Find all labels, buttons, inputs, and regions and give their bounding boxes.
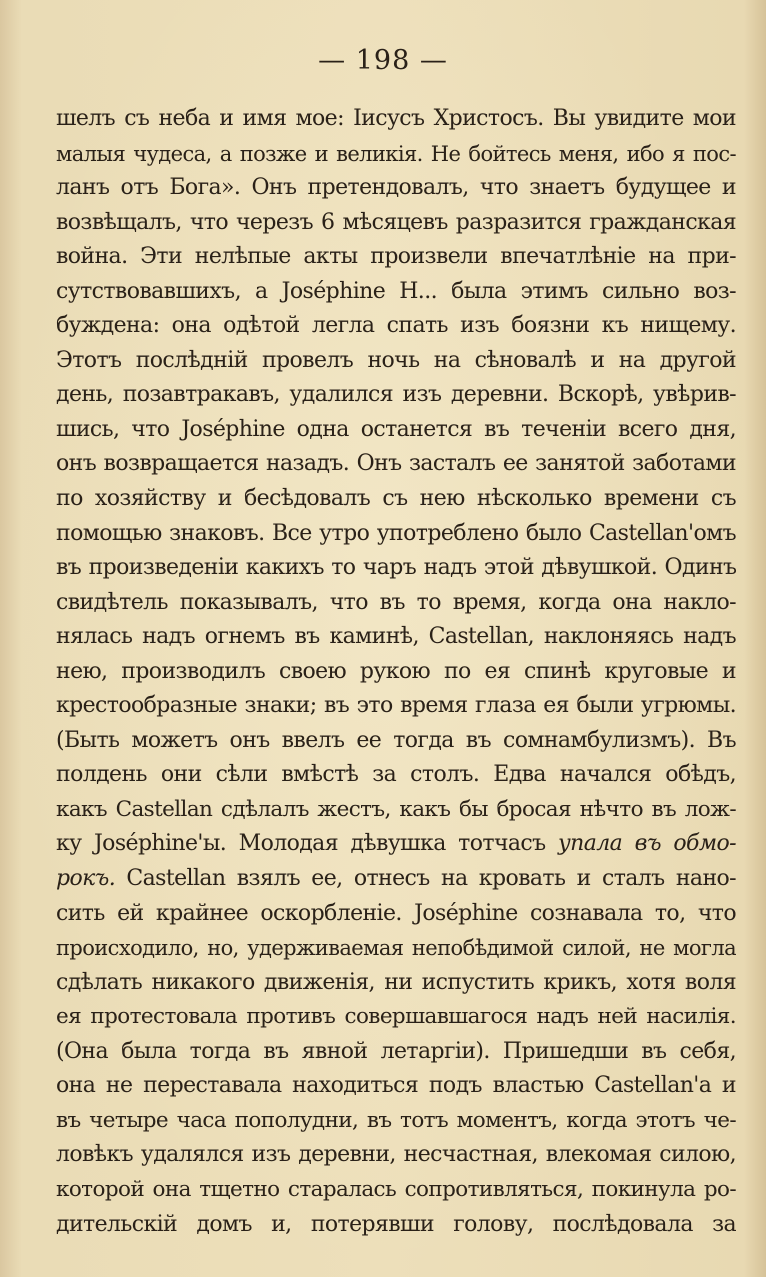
text-line-10: шись, что Joséphine одна останется въ теченiи всего дня, <box>56 416 736 442</box>
text-line-25: происходило, но, удерживаемая непобѣдимой силой, не могла <box>56 936 736 961</box>
text-line-13: помощью знаковъ. Все утро употреблено было Castellan'омъ <box>56 520 736 546</box>
text-line-3: ланъ отъ Бога». Онъ претендовалъ, что знаетъ будущее и <box>56 175 736 201</box>
text-line-4: возвѣщалъ, что черезъ 6 мѣсяцевъ разразится гражданская <box>56 209 736 235</box>
text-line-15: свидѣтель показывалъ, что въ то время, когда она накло- <box>56 589 736 615</box>
italic-phrase-continued: рокъ. <box>56 866 116 892</box>
text-line-22-roman: ку Joséphine'ы. Молодая дѣвушка тотчасъ <box>56 831 559 857</box>
text-line-17: нею, производилъ своею рукою по ея спинѣ круговые и <box>56 658 736 684</box>
text-line-16: нялась надъ огнемъ въ каминѣ, Castellan, наклоняясь надъ <box>56 624 736 650</box>
page-number: — 198 — <box>318 45 448 76</box>
text-line-30: въ четыре часа пополудни, въ тотъ моментъ, когда этотъ че- <box>56 1107 736 1133</box>
text-line-23-roman: Castellan взялъ ее, отнесъ на кровать и сталъ нано- <box>115 866 736 892</box>
text-line-11: онъ возвращается назадъ. Онъ засталъ ее занятой заботами <box>56 451 736 477</box>
text-line-21: какъ Castellan сдѣлалъ жестъ, какъ бы бросая нѣчто въ лож- <box>56 796 736 822</box>
text-line-28: (Она была тогда въ явной летаргiи). Пришедши въ себя, <box>56 1038 736 1064</box>
text-line-31: ловѣкъ удалялся изъ деревни, несчастная, влекомая силою, <box>56 1142 736 1168</box>
text-line-2: малыя чудеса, а позже и великiя. Не бойтесь меня, ибо я пос- <box>56 141 736 166</box>
text-line-26: сдѣлать никакого движенiя, ни испустить крикъ, хотя воля <box>56 969 736 995</box>
text-line-20: полдень они сѣли вмѣстѣ за столъ. Едва начался обѣдъ, <box>56 762 736 788</box>
text-line-32: которой она тщетно старалась сопротивляться, покинула ро- <box>56 1176 736 1202</box>
text-line-5: война. Эти нелѣпые акты произвели впечатлѣнiе на при- <box>56 244 736 270</box>
text-line-33: дительскiй домъ и, потерявши голову, послѣдовала за <box>56 1211 736 1237</box>
text-line-19: (Быть можетъ онъ ввелъ ее тогда въ сомнамбулизмъ). Въ <box>56 727 736 753</box>
text-line-29: она не переставала находиться подъ властью Castellan'a и <box>56 1073 736 1099</box>
italic-phrase: упала въ обмо- <box>558 831 736 857</box>
text-line-23 <box>56 862 736 897</box>
text-line-7: буждена: она одѣтой легла спать изъ боязни къ нищему. <box>56 313 736 339</box>
body-text <box>56 102 736 1242</box>
text-line-6: сутствовавшихъ, а Joséphine H... была этимъ сильно воз- <box>56 278 736 304</box>
text-line-8: Этотъ послѣднiй провелъ ночь на сѣновалѣ и на другой <box>56 347 736 373</box>
text-line-12: по хозяйству и бесѣдовалъ съ нею нѣсколько времени съ <box>56 486 736 512</box>
text-line-14: въ произведенiи какихъ то чаръ надъ этой дѣвушкой. Одинъ <box>56 555 736 581</box>
text-line-27: ея протестовала противъ совершавшагося надъ ней насилiя. <box>56 1004 736 1030</box>
text-line-24: сить ей крайнее оскорбленiе. Joséphine сознавала то, что <box>56 900 736 926</box>
text-line-22 <box>56 827 736 862</box>
text-line-1: шелъ съ неба и имя мое: Iисусъ Христосъ. Вы увидите мои <box>56 106 736 131</box>
text-line-18: крестообразные знаки; въ это время глаза ея были угрюмы. <box>56 693 736 719</box>
text-line-9: день, позавтракавъ, удалился изъ деревни. Вскорѣ, увѣрив- <box>56 382 736 408</box>
